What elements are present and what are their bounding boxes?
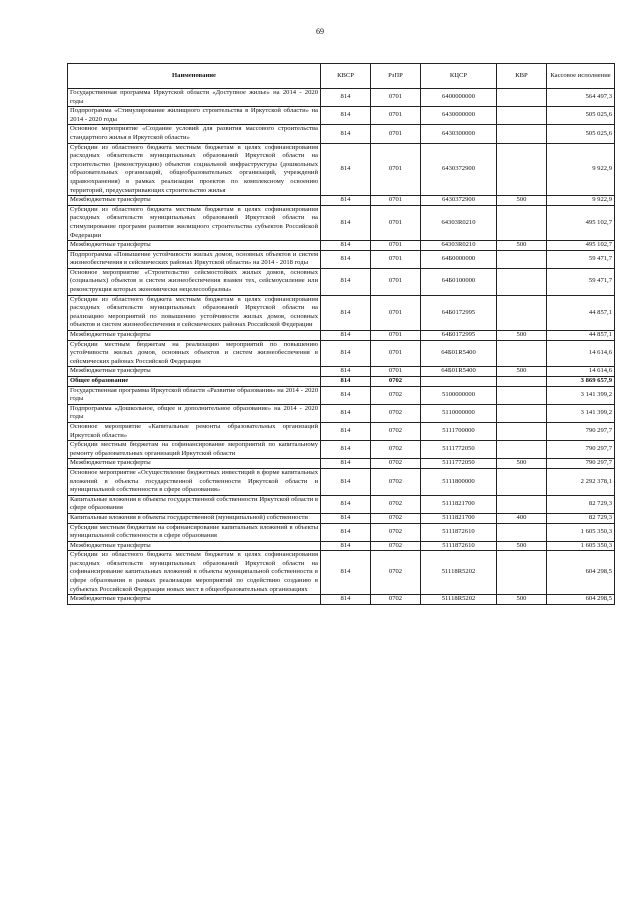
row-kvr: 500 — [497, 196, 547, 206]
row-rzpr: 0702 — [371, 386, 421, 404]
row-kvr — [497, 551, 547, 595]
row-amount: 2 292 378,1 — [547, 468, 615, 495]
row-rzpr: 0702 — [371, 495, 421, 513]
row-amount: 1 605 350,3 — [547, 523, 615, 541]
row-kvr — [497, 250, 547, 268]
row-name: Государственная программа Иркутской области «Развитие образования» на 2014 - 2020 годы — [68, 386, 321, 404]
table-row — [68, 459, 615, 469]
table-row — [68, 250, 615, 268]
row-kcsr: 51118R5202 — [421, 595, 497, 605]
row-kvr: 500 — [497, 367, 547, 377]
table-row — [68, 468, 615, 495]
table-row — [68, 205, 615, 240]
row-amount: 9 922,9 — [547, 196, 615, 206]
row-amount: 495 102,7 — [547, 205, 615, 240]
row-kvsr: 814 — [321, 541, 371, 551]
row-kvr: 500 — [497, 331, 547, 341]
row-kcsr: 5111872610 — [421, 523, 497, 541]
row-rzpr: 0701 — [371, 241, 421, 251]
row-rzpr: 0702 — [371, 551, 421, 595]
row-name: Государственная программа Иркутской области «Доступное жилье» на 2014 - 2020 годы — [68, 89, 321, 107]
table-row — [68, 513, 615, 523]
row-name: Подпрограмма «Повышение устойчивости жилых домов, основных объектов и систем жизнеобеспечения в сейсмических районах Иркутской области» на 2014 - 2018 годы — [68, 250, 321, 268]
table-header-row — [68, 64, 615, 89]
row-name: Межбюджетные трансферты — [68, 331, 321, 341]
row-kvr — [497, 125, 547, 143]
row-kvr: 500 — [497, 595, 547, 605]
table-row — [68, 551, 615, 595]
row-kvr — [497, 268, 547, 295]
row-kvsr: 814 — [321, 523, 371, 541]
row-kvsr: 814 — [321, 404, 371, 422]
row-kvsr: 814 — [321, 551, 371, 595]
table-row — [68, 89, 615, 107]
row-name: Основное мероприятие «Капитальные ремонты образовательных организаций Иркутской области» — [68, 422, 321, 440]
row-name: Субсидии местным бюджетам на софинансирование мероприятий по капитальному ремонту образовательных организаций Иркутской области — [68, 441, 321, 459]
row-kcsr: 5111772050 — [421, 441, 497, 459]
row-kvr — [497, 404, 547, 422]
row-kvr — [497, 377, 547, 387]
row-rzpr: 0701 — [371, 89, 421, 107]
row-kcsr: 5110000000 — [421, 404, 497, 422]
row-kvsr: 814 — [321, 143, 371, 196]
row-kcsr: 5111700000 — [421, 422, 497, 440]
row-amount: 604 298,5 — [547, 595, 615, 605]
row-kvr — [497, 89, 547, 107]
row-rzpr: 0701 — [371, 125, 421, 143]
row-kvsr: 814 — [321, 468, 371, 495]
row-kvr: 400 — [497, 513, 547, 523]
row-amount: 44 857,1 — [547, 331, 615, 341]
row-rzpr: 0701 — [371, 367, 421, 377]
row-kvr — [497, 468, 547, 495]
row-amount: 790 297,7 — [547, 441, 615, 459]
table-row — [68, 107, 615, 125]
table-row — [68, 541, 615, 551]
row-amount: 9 922,9 — [547, 143, 615, 196]
row-rzpr: 0702 — [371, 523, 421, 541]
row-rzpr: 0702 — [371, 468, 421, 495]
row-kcsr: 5100000000 — [421, 386, 497, 404]
row-rzpr: 0702 — [371, 441, 421, 459]
row-rzpr: 0702 — [371, 377, 421, 387]
row-rzpr: 0701 — [371, 205, 421, 240]
row-amount: 505 025,6 — [547, 125, 615, 143]
row-kcsr: 5111772050 — [421, 459, 497, 469]
table-row — [68, 441, 615, 459]
table-row — [68, 377, 615, 387]
row-kvr — [497, 205, 547, 240]
row-kvsr: 814 — [321, 459, 371, 469]
row-kvsr: 814 — [321, 367, 371, 377]
row-amount: 505 025,6 — [547, 107, 615, 125]
row-amount: 59 471,7 — [547, 250, 615, 268]
row-kcsr: 6430372900 — [421, 143, 497, 196]
row-kvr — [497, 340, 547, 367]
table-row — [68, 367, 615, 377]
row-rzpr: 0702 — [371, 459, 421, 469]
row-kvsr: 814 — [321, 250, 371, 268]
row-name: Основное мероприятие «Строительство сейсмостойких жилых домов, основных (социальных) объектов и систем жизнеобеспечения взамен тех, сейсмоусиление или реконструкция которых экономически нецелесообразны» — [68, 268, 321, 295]
row-kvr: 500 — [497, 241, 547, 251]
table-row — [68, 595, 615, 605]
page-number: 69 — [316, 27, 324, 36]
header-kvr: КВР — [497, 64, 547, 89]
row-kvsr: 814 — [321, 205, 371, 240]
header-kvsr: КВСР — [321, 64, 371, 89]
table-row — [68, 495, 615, 513]
table-row — [68, 196, 615, 206]
row-amount: 82 729,3 — [547, 495, 615, 513]
row-kvsr: 814 — [321, 107, 371, 125]
row-kvr — [497, 523, 547, 541]
table-row — [68, 295, 615, 330]
table-row — [68, 404, 615, 422]
row-kcsr: 5111800000 — [421, 468, 497, 495]
row-name: Капитальные вложения в объекты государственной собственности Иркутской области в сфере образования — [68, 495, 321, 513]
table-row — [68, 268, 615, 295]
table-row — [68, 340, 615, 367]
row-name: Межбюджетные трансферты — [68, 595, 321, 605]
row-name: Основное мероприятие «Осуществление бюджетных инвестиций в форме капитальных вложений в объекты государственной собственности Иркутской области и муниципальной собственности в сфере образования» — [68, 468, 321, 495]
row-kcsr: 64Б0100000 — [421, 268, 497, 295]
row-name: Субсидии из областного бюджета местным бюджетам в целях софинансирования расходных обязательств муниципальных образований Иркутской области на реализацию мероприятий по повышению устойчивости жилых домов, основных объектов и систем жизнеобеспечения в сейсмических районах Российской Федерации — [68, 295, 321, 330]
row-name: Подпрограмма «Стимулирование жилищного строительства в Иркутской области» на 2014 - 2020 годы — [68, 107, 321, 125]
row-kcsr: 51118R5202 — [421, 551, 497, 595]
table-row — [68, 125, 615, 143]
table-row — [68, 523, 615, 541]
row-kvsr: 814 — [321, 422, 371, 440]
row-name: Подпрограмма «Дошкольное, общее и дополнительное образование» на 2014 - 2020 годы — [68, 404, 321, 422]
table-row — [68, 143, 615, 196]
row-rzpr: 0702 — [371, 513, 421, 523]
header-kcsr: КЦСР — [421, 64, 497, 89]
row-kcsr: 6430372900 — [421, 196, 497, 206]
row-name: Межбюджетные трансферты — [68, 541, 321, 551]
row-kvsr: 814 — [321, 377, 371, 387]
budget-table — [67, 63, 615, 605]
row-kvr: 500 — [497, 459, 547, 469]
row-kcsr: 6400000000 — [421, 89, 497, 107]
header-rzpr: РзПР — [371, 64, 421, 89]
row-kvsr: 814 — [321, 495, 371, 513]
table-row — [68, 241, 615, 251]
table-row — [68, 422, 615, 440]
row-amount: 790 297,7 — [547, 459, 615, 469]
table-body — [68, 89, 615, 605]
row-kvsr: 814 — [321, 595, 371, 605]
row-kcsr: 6430000000 — [421, 107, 497, 125]
row-kvsr: 814 — [321, 441, 371, 459]
row-amount: 564 497,3 — [547, 89, 615, 107]
row-kvsr: 814 — [321, 386, 371, 404]
row-amount: 44 857,1 — [547, 295, 615, 330]
row-name: Межбюджетные трансферты — [68, 367, 321, 377]
row-amount: 82 729,3 — [547, 513, 615, 523]
row-kvsr: 814 — [321, 513, 371, 523]
row-rzpr: 0701 — [371, 196, 421, 206]
row-rzpr: 0701 — [371, 295, 421, 330]
row-name: Межбюджетные трансферты — [68, 459, 321, 469]
row-kcsr: 64Б0000000 — [421, 250, 497, 268]
row-kcsr: 64Б0172995 — [421, 295, 497, 330]
row-amount: 3 141 399,2 — [547, 404, 615, 422]
row-rzpr: 0702 — [371, 404, 421, 422]
row-amount: 3 869 657,9 — [547, 377, 615, 387]
row-name: Общее образование — [68, 377, 321, 387]
row-kvsr: 814 — [321, 331, 371, 341]
row-kcsr: 5111821700 — [421, 495, 497, 513]
row-rzpr: 0701 — [371, 143, 421, 196]
table-row — [68, 386, 615, 404]
row-amount: 790 297,7 — [547, 422, 615, 440]
row-kcsr: 64Б0172995 — [421, 331, 497, 341]
row-kvr — [497, 422, 547, 440]
row-amount: 495 102,7 — [547, 241, 615, 251]
row-kcsr: 64303R0210 — [421, 205, 497, 240]
row-kcsr: 6430300000 — [421, 125, 497, 143]
row-name: Межбюджетные трансферты — [68, 196, 321, 206]
row-kcsr: 64Б01R5400 — [421, 367, 497, 377]
header-name: Наименование — [68, 64, 321, 89]
row-name: Основное мероприятие «Создание условий для развития массового строительства стандартного жилья в Иркутской области» — [68, 125, 321, 143]
row-kvr — [497, 495, 547, 513]
row-name: Межбюджетные трансферты — [68, 241, 321, 251]
row-amount: 604 298,5 — [547, 551, 615, 595]
row-name: Субсидии местным бюджетам на софинансирование капитальных вложений в объекты муниципальной собственности в сфере образования — [68, 523, 321, 541]
row-rzpr: 0702 — [371, 422, 421, 440]
row-kvsr: 814 — [321, 89, 371, 107]
row-name: Субсидии из областного бюджета местным бюджетам в целях софинансирования расходных обязательств муниципальных образований Иркутской области на строительство (реконструкцию) объектов социальной инфраструктуры (дошкольных образовательных организаций, общеобразовательных организаций, учреждений здравоохранения) в рамках реализации проектов по комплексному освоению территорий, предусматривающих строительство жилья — [68, 143, 321, 196]
row-amount: 3 141 399,2 — [547, 386, 615, 404]
row-amount: 59 471,7 — [547, 268, 615, 295]
row-kvr — [497, 295, 547, 330]
header-amount: Кассовое исполнение — [547, 64, 615, 89]
row-rzpr: 0701 — [371, 340, 421, 367]
row-name: Субсидии местным бюджетам на реализацию мероприятий по повышению устойчивости жилых домов, основных объектов и систем жизнеобеспечения в сейсмических районах Российской Федерации — [68, 340, 321, 367]
row-name: Субсидии из областного бюджета местным бюджетам в целях софинансирования расходных обязательств муниципальных образований Иркутской области на софинансирование капитальных вложений в объекты муниципальной собственности в сфере образования в рамках реализации мероприятий по содействию созданию в субъектах Российской Федерации новых мест в общеобразовательных организациях — [68, 551, 321, 595]
row-kvsr: 814 — [321, 125, 371, 143]
row-kcsr: 5111872610 — [421, 541, 497, 551]
row-kvsr: 814 — [321, 268, 371, 295]
row-rzpr: 0701 — [371, 107, 421, 125]
row-rzpr: 0702 — [371, 541, 421, 551]
row-kcsr: 64Б01R5400 — [421, 340, 497, 367]
row-kvsr: 814 — [321, 196, 371, 206]
row-rzpr: 0702 — [371, 595, 421, 605]
table-row — [68, 331, 615, 341]
row-kcsr: 64303R0210 — [421, 241, 497, 251]
row-kvr — [497, 143, 547, 196]
row-name: Субсидии из областного бюджета местным бюджетам в целях софинансирования расходных обязательств муниципальных образований Иркутской области на стимулирование программ развития жилищного строительства субъектов Российской Федерации — [68, 205, 321, 240]
row-rzpr: 0701 — [371, 331, 421, 341]
row-kvr — [497, 386, 547, 404]
row-kcsr: 5111821700 — [421, 513, 497, 523]
row-kvsr: 814 — [321, 295, 371, 330]
row-kcsr — [421, 377, 497, 387]
row-kvsr: 814 — [321, 340, 371, 367]
row-amount: 1 605 350,3 — [547, 541, 615, 551]
row-kvr — [497, 107, 547, 125]
row-amount: 14 614,6 — [547, 340, 615, 367]
row-rzpr: 0701 — [371, 250, 421, 268]
row-name: Капитальные вложения в объекты государственной (муниципальной) собственности — [68, 513, 321, 523]
row-kvsr: 814 — [321, 241, 371, 251]
row-kvr: 500 — [497, 541, 547, 551]
row-amount: 14 614,6 — [547, 367, 615, 377]
row-kvr — [497, 441, 547, 459]
row-rzpr: 0701 — [371, 268, 421, 295]
